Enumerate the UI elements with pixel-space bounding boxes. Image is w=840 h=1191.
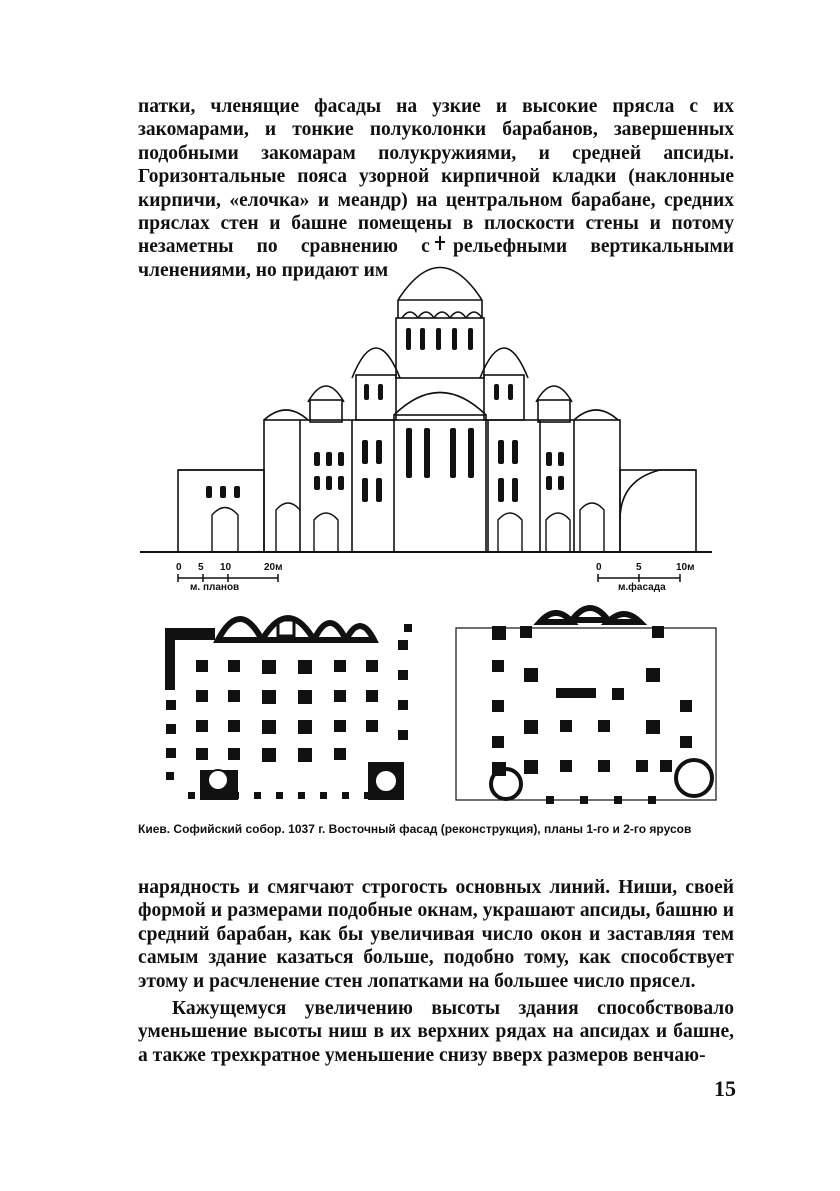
scale-plans-tick-20: 20м bbox=[264, 562, 283, 573]
scale-plans-tick-10: 10 bbox=[220, 562, 232, 573]
scale-facade-tick-0: 0 bbox=[596, 562, 602, 573]
plan-first-tier bbox=[165, 618, 412, 800]
page-number: 15 bbox=[714, 1076, 736, 1101]
scale-plans-tick-5: 5 bbox=[198, 562, 204, 573]
scale-facade-tick-5: 5 bbox=[636, 562, 642, 573]
scale-plans-tick-0: 0 bbox=[176, 562, 182, 573]
plan-second-tier bbox=[456, 608, 716, 804]
scale-plans-label: м. планов bbox=[190, 582, 240, 593]
scale-facade-label: м.фасада bbox=[618, 582, 666, 593]
paragraph-bottom-2: Кажущемуся увеличению высоты здания способствовало уменьшение высоты ниш в их верхних рядах на апсидах и башне, а также трехкратное уменьшение снизу вверх размеров венчаю- bbox=[138, 998, 734, 1066]
scale-facade-tick-10: 10м bbox=[676, 562, 695, 573]
figure-caption: Киев. Софийский собор. 1037 г. Восточный фасад (реконструкция), планы 1-го и 2-го ярусов bbox=[138, 822, 692, 836]
paragraph-top: патки, членящие фасады на узкие и высокие прясла с их закомарами, и тонкие полуколонки барабанов, завершенных подобными закомарам полукружиями, и средней апсиды. Горизонтальные пояса узорной кирпичной кладки (наклонные кирпичи, «елочка» и меандр) на центральном барабане, средних пряслах стен и башне помещены в плоскости стены и потому незаметны по сравнению с рельефными вертикальными членениями, но придают им bbox=[138, 96, 734, 281]
paragraph-bottom-1: нарядность и смягчают строгость основных линий. Ниши, своей формой и размерами подобные окнам, украшают апсиды, башню и средний барабан, как бы увеличивая число окон и заставляя тем самым здание казаться больше, подобно тому, как способствует этому и расчленение стен лопатками на большее число прясел. bbox=[138, 877, 734, 992]
